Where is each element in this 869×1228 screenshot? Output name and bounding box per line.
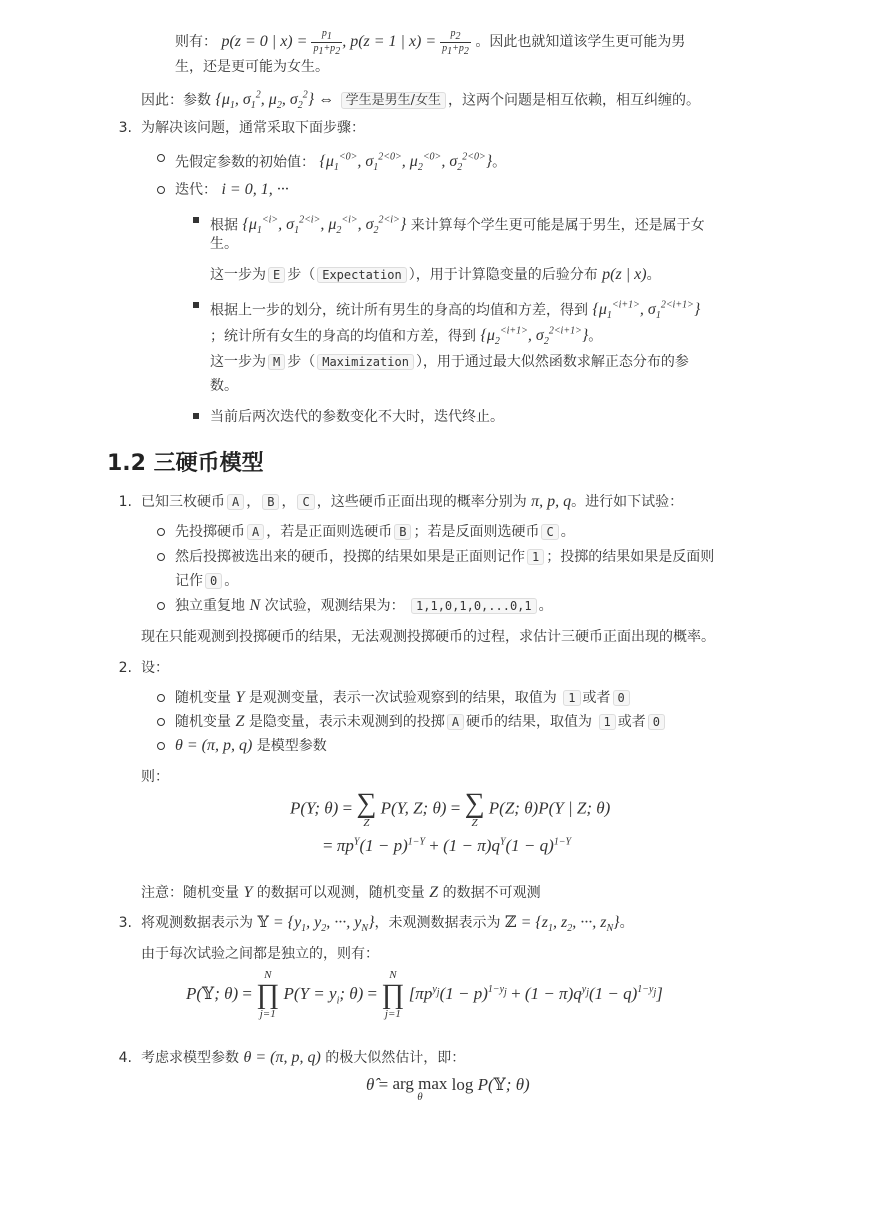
m-step-note <box>210 352 689 372</box>
zero-code: 0 <box>613 690 630 706</box>
item4-line <box>141 1048 465 1068</box>
y-var-line <box>175 688 632 708</box>
gender-box: 学生是男生/女生 <box>341 92 446 109</box>
b1-mid: ，若是正面则选硬币 <box>266 524 393 540</box>
circle-bullet-icon <box>157 528 165 536</box>
m-note-text: 步（ <box>287 354 316 370</box>
coin-bullet-1 <box>175 522 575 542</box>
list-number-4: 4. <box>118 1050 132 1066</box>
likelihood-equation-line2: = $\pi p^Y(1 - p)^{1-Y} + (1 - \pi)q^Y(1 - q)^{1-Y}$ <box>323 836 572 855</box>
coin-bullet-2 <box>175 547 714 567</box>
e-note-text: ），用于计算隐变量的后验分布 <box>408 267 598 283</box>
z-mid2: 硬币的结果，取值为 <box>466 714 593 730</box>
theta-text: 是模型参数 <box>256 738 327 754</box>
b3-prefix: 独立重复地 <box>175 598 245 614</box>
square-bullet-icon <box>193 302 199 308</box>
stop-text: 当前后两次迭代的参数变化不大时，迭代终止。 <box>210 409 504 425</box>
circle-bullet-icon <box>157 154 165 162</box>
posterior-formula: p(z = 0 | x) = $\frac{p_1}{p_1+p_2}$ , p(z = 1 | x) = $\frac{p_2}{p_1+p_2}$ <box>221 28 469 57</box>
e-params-formula: {$\mu_1^{<i>}$, $\sigma_1^{2<i>}$, $\mu_2^{<i>}$, $\sigma_2^{2<i>}$} <box>242 215 407 237</box>
latent-set-math: ℤ = {$z_1$, $z_2$, ···, $z_N$} <box>504 914 620 935</box>
coin-b-code: B <box>394 524 411 540</box>
e-note-end: 。 <box>646 267 661 283</box>
coin-c-code: C <box>541 524 558 540</box>
e-note-text: 步（ <box>287 267 316 283</box>
indep-text: 由于每次试验之间都是独立的，则有： <box>141 946 379 962</box>
b2-mid: ；投掷的结果如果是反面则 <box>546 549 715 565</box>
theta-line <box>175 736 327 756</box>
item1-mid: ，这些硬币正面出现的概率分别为 <box>316 494 527 510</box>
coin-bullet-2-line2 <box>175 571 238 591</box>
circle-bullet-icon <box>157 186 165 194</box>
observed-set-math: 𝕐 = {$y_1$, $y_2$, ···, $y_N$} <box>257 914 375 935</box>
e-code: E <box>268 267 285 283</box>
z-var: Z <box>429 884 439 901</box>
list-number-2: 2. <box>118 660 132 676</box>
note-mid: 的数据可以观测，随机变量 <box>256 885 425 901</box>
item4-suffix: 的极大似然估计，即： <box>325 1050 466 1066</box>
item3-end: 。 <box>619 915 634 931</box>
prob-math: π, p, q <box>531 493 572 510</box>
because-prefix: 因此：参数 <box>141 92 211 109</box>
m-bullet-end: 。 <box>588 328 603 345</box>
circle-bullet-icon <box>157 602 165 610</box>
circle-bullet-icon <box>157 742 165 750</box>
item3-prefix: 将观测数据表示为 <box>141 915 253 931</box>
or-text: 或者 <box>617 714 646 730</box>
b2-line2-prefix: 记作 <box>175 573 203 589</box>
product-likelihood-equation: P(𝕐; θ) = N ∏ j=1 $P(Y = y_i$; θ) = N ∏ j=1 $[\pi p^{y_j}(1 - p)^{1-y_j} + (1 - \pi)q^{y_j}(1 - q)^{1-y_j}]$ <box>186 969 663 1020</box>
coin-a-code: A <box>247 524 264 540</box>
maximization-code: Maximization <box>317 354 414 370</box>
one-code: 1 <box>563 690 580 706</box>
param-set-formula: {$\mu_1$, $\sigma_1^2$, $\mu_2$, $\sigma_2^2$} ⇔ <box>215 90 335 112</box>
b3-end: 。 <box>538 598 553 614</box>
theta-math: θ = (π, p, q) <box>243 1049 321 1066</box>
list-number-3: 3. <box>118 915 132 931</box>
coin-c-code: C <box>297 494 314 510</box>
m-note-text: 这一步为 <box>210 354 266 370</box>
b1-prefix: 先投掷硬币 <box>175 524 245 540</box>
e-bullet-suffix: 来计算每个学生更可能是属于男生，还是属于女 <box>410 217 705 234</box>
iter-line <box>175 180 289 200</box>
z-prefix: 随机变量 <box>175 714 231 730</box>
n-math: N <box>249 597 261 614</box>
posterior-line-1 <box>175 28 685 57</box>
b3-mid: 次试验，观测结果为： <box>264 598 405 614</box>
zero-code: 0 <box>205 573 222 589</box>
observe-note: 现在只能观测到投掷硬币的结果，无法观测投掷硬币的过程，求估计三硬币正面出现的概率。 <box>141 629 715 645</box>
coin-item1-line <box>141 492 683 512</box>
y-prefix: 随机变量 <box>175 690 231 706</box>
m-code: M <box>268 354 285 370</box>
e-note-text: 这一步为 <box>210 267 266 283</box>
circle-bullet-icon <box>157 553 165 561</box>
iter-text: 迭代： <box>175 182 217 198</box>
posterior-line-2: 生，还是更可能为女生。 <box>175 59 329 75</box>
y-mid: 是观测变量，表示一次试验观察到的结果，取值为 <box>248 690 557 706</box>
theta-math: θ = (π, p, q) <box>175 737 253 754</box>
m-bullet-text2: ；统计所有女生的身高的均值和方差，得到 <box>210 328 476 345</box>
iter-formula: i = 0, 1, ··· <box>221 181 289 198</box>
zero-code: 0 <box>648 714 665 730</box>
male-params-formula: {$\mu_1^{<i+1>}$, $\sigma_1^{2<i+1>}$} <box>592 300 701 322</box>
coin-bullet-3 <box>175 596 553 616</box>
separator: ， <box>246 494 261 510</box>
coin-b-code: B <box>262 494 279 510</box>
b1-mid2: ；若是反面则选硬币 <box>413 524 540 540</box>
item1-prefix: 已知三枚硬币 <box>141 494 225 510</box>
y-var: Y <box>243 884 253 901</box>
observation-code: 1,1,0,1,0,...0,1 <box>411 598 537 614</box>
note-line <box>141 883 541 903</box>
m-step-note-line2: 数。 <box>210 378 238 394</box>
y-var: Y <box>235 689 245 706</box>
note-prefix: 注意：随机变量 <box>141 885 239 901</box>
one-code: 1 <box>527 549 544 565</box>
because-line <box>141 86 700 117</box>
z-mid: 是隐变量，表示未观测到的投掷 <box>248 714 445 730</box>
circle-bullet-icon <box>157 694 165 702</box>
e-step-note <box>210 265 661 285</box>
m-note-text: ），用于通过最大似然函数求解正态分布的参 <box>415 354 689 370</box>
posterior-prefix: 则有： <box>175 34 217 51</box>
b2-end: 。 <box>224 573 239 589</box>
posterior-math: p(z | x) <box>602 266 647 283</box>
note-end: 的数据不可观测 <box>442 885 541 901</box>
coin-a-code: A <box>447 714 464 730</box>
section-heading: 1.2 三硬币模型 <box>107 451 264 476</box>
coin-a-code: A <box>227 494 244 510</box>
m-bullet-text: 根据上一步的划分，统计所有男生的身高的均值和方差，得到 <box>210 302 588 319</box>
item4-prefix: 考虑求模型参数 <box>141 1050 239 1066</box>
likelihood-equation-line1: P(Y; θ) = ∑ Z P(Y, Z; θ) = ∑ Z P(Z; θ)P(Y | Z; θ) <box>290 788 611 829</box>
init-line: 先假定参数的初始值： {$\mu_1^{<0>}$, $\sigma_1^{2<0>}$, $\mu_2^{<0>}$, $\sigma_2^{2<0>}$}。 <box>175 152 507 174</box>
separator: ， <box>281 494 296 510</box>
or-text: 或者 <box>582 690 611 706</box>
mle-equation: θ̂ = arg max θ log P(𝕐; θ) <box>366 1074 530 1103</box>
b1-end: 。 <box>560 524 575 540</box>
e-bullet-line <box>210 211 705 242</box>
b2-prefix: 然后投掷被选出来的硬币，投掷的结果如果是正面则记作 <box>175 549 525 565</box>
item1-suffix: 。进行如下试验： <box>571 494 684 510</box>
item2-text: 设： <box>141 660 169 676</box>
init-text: 先假定参数的初始值： <box>175 154 315 171</box>
one-code: 1 <box>599 714 616 730</box>
item3-mid: ，未观测数据表示为 <box>374 915 501 931</box>
step3-text: 为解决该问题，通常采取下面步骤： <box>141 120 365 136</box>
list-number-1: 1. <box>118 494 132 510</box>
square-bullet-icon <box>193 217 199 223</box>
then-text: 则： <box>141 769 169 785</box>
list-number-3: 3. <box>118 120 132 136</box>
posterior-suffix: 。因此也就知道该学生更可能为男 <box>475 34 686 51</box>
z-var-line <box>175 712 667 732</box>
female-params-formula: {$\mu_2^{<i+1>}$, $\sigma_2^{2<i+1>}$} <box>480 326 589 348</box>
init-formula: {$\mu_1^{<0>}$, $\sigma_1^{2<0>}$, $\mu_2^{<0>}$, $\sigma_2^{2<0>}$} <box>319 152 493 174</box>
e-bullet-line2: 生。 <box>210 236 238 252</box>
circle-bullet-icon <box>157 718 165 726</box>
e-bullet-prefix: 根据 <box>210 217 238 234</box>
expectation-code: Expectation <box>317 267 406 283</box>
m-bullet-line2 <box>210 322 602 353</box>
item3-line <box>141 913 634 939</box>
z-var: Z <box>235 713 245 730</box>
because-suffix: ，这两个问题是相互依赖，相互纠缠的。 <box>447 92 700 109</box>
square-bullet-icon <box>193 413 199 419</box>
